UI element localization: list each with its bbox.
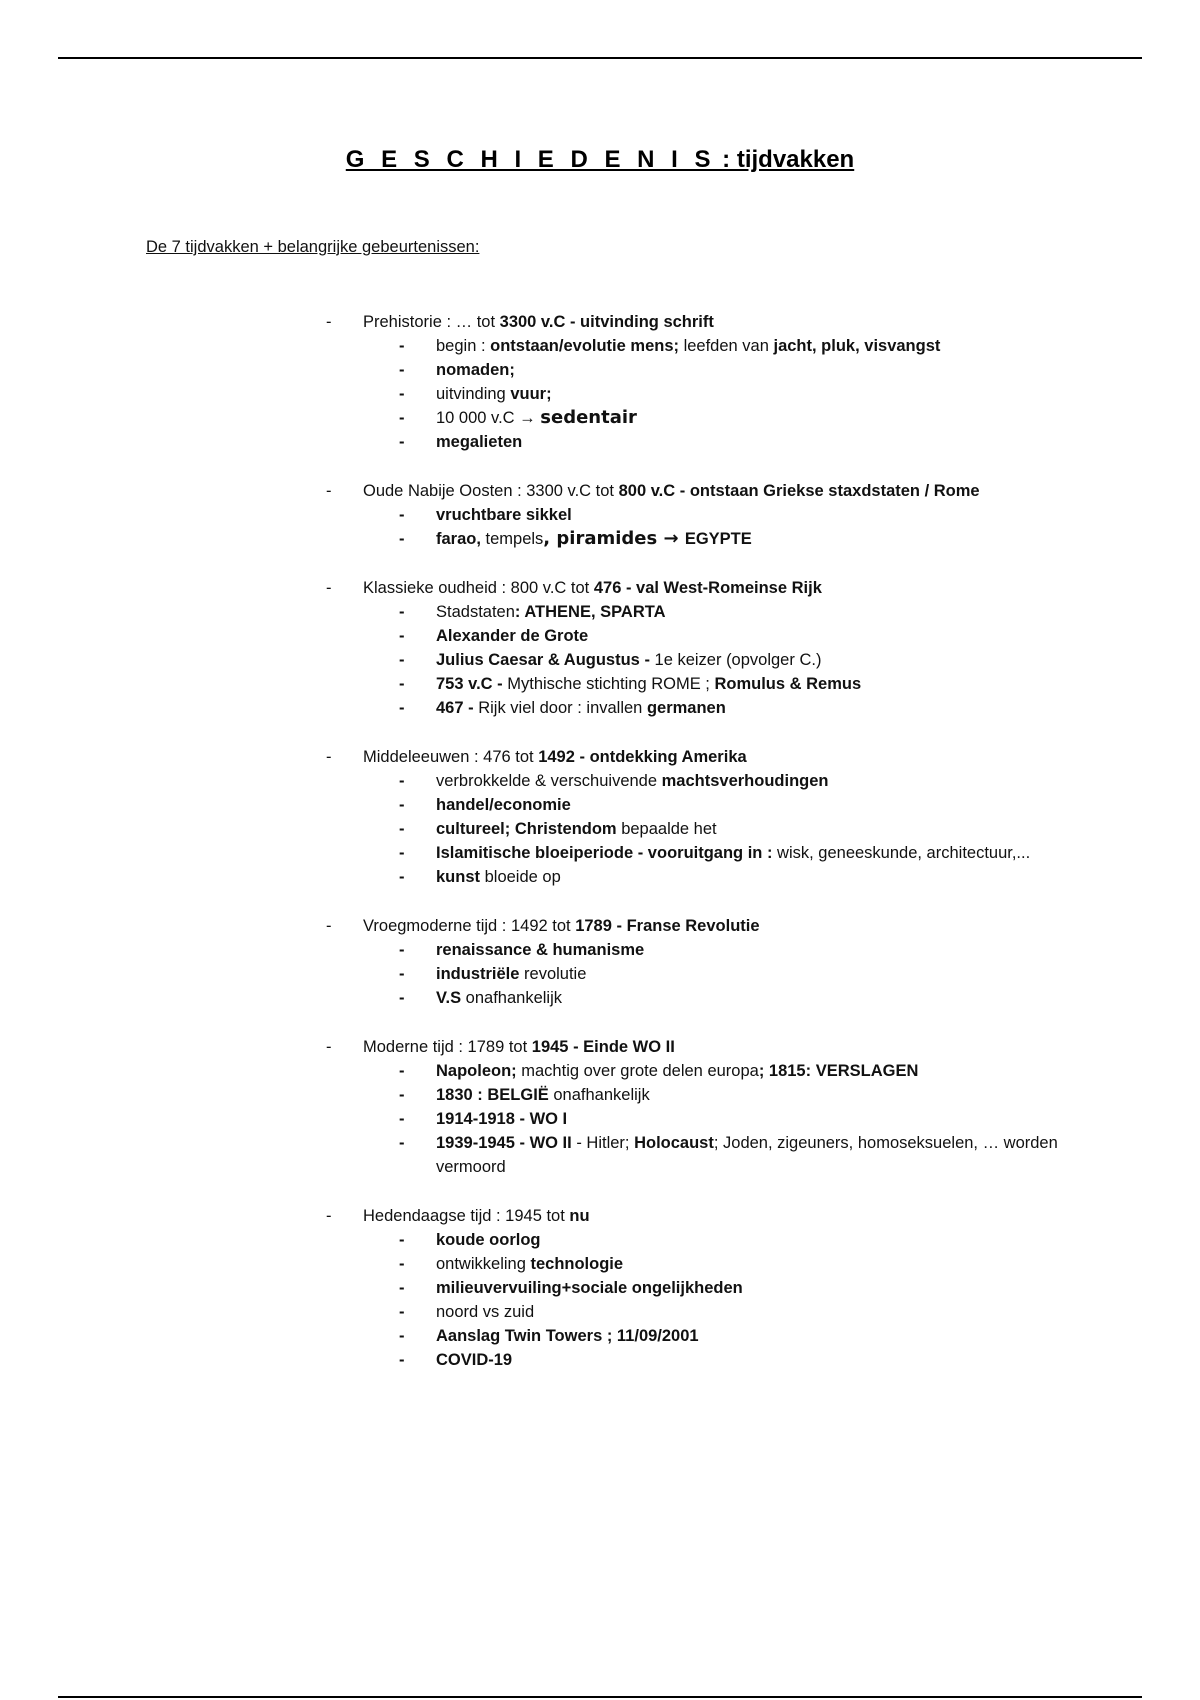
text-run: verbrokkelde & verschuivende — [436, 772, 662, 790]
bullet-marker: - — [399, 772, 405, 790]
text-run: nomaden; — [436, 361, 515, 379]
event-item — [0, 1300, 1200, 1324]
text-run: Vroegmoderne tijd : 1492 tot — [363, 917, 576, 935]
text-run: 1830 : BELGIË — [436, 1086, 549, 1104]
event-item — [0, 406, 1200, 430]
bullet-marker: - — [399, 409, 405, 427]
bullet-marker: - — [399, 651, 405, 669]
text-run: machtsverhoudingen — [661, 772, 829, 790]
event-item — [0, 1228, 1200, 1252]
period-block — [0, 914, 1200, 1010]
text-run: Hedendaagse tijd : 1945 tot — [363, 1207, 570, 1225]
text-run: begin : — [436, 337, 491, 355]
bullet-marker: - — [399, 1231, 405, 1249]
period-block — [0, 1035, 1200, 1179]
page-title — [0, 146, 1200, 174]
text-run: jacht, pluk, visvangst — [773, 337, 941, 355]
bullet-marker: - — [399, 530, 405, 548]
bullet-marker: - — [399, 337, 405, 355]
text-run: germanen — [646, 699, 726, 717]
text-run: - Hitler; — [571, 1134, 635, 1152]
event-item — [0, 841, 1200, 865]
text-run: sedentair — [540, 407, 637, 428]
bullet-marker: - — [399, 506, 405, 524]
text-run: COVID-19 — [436, 1351, 513, 1369]
event-item — [0, 624, 1200, 648]
event-item — [0, 986, 1200, 1010]
text-run: nu — [569, 1207, 590, 1225]
bullet-marker: - — [399, 385, 405, 403]
text-run: leefden van — [679, 337, 774, 355]
text-run: Napoleon; — [436, 1062, 517, 1080]
text-run: tempels — [480, 530, 544, 548]
text-run: Julius Caesar & Augustus - — [436, 651, 655, 669]
text-run: renaissance & humanisme — [436, 941, 645, 959]
text-run: ; Joden, zigeuners, homoseksuelen, … worden vermoord — [436, 1134, 1058, 1176]
text-run: Middeleeuwen : 476 tot — [363, 748, 539, 766]
bullet-marker: - — [399, 1351, 405, 1369]
text-run: V.S — [436, 989, 462, 1007]
bottom-rule — [58, 1696, 1142, 1698]
event-list — [0, 503, 1200, 551]
bullet-marker: - — [399, 1327, 405, 1345]
text-run: 467 - — [436, 699, 479, 717]
text-run: megalieten — [436, 433, 523, 451]
text-run: vruchtbare sikkel — [436, 506, 572, 524]
text-run: vuur; — [510, 385, 552, 403]
text-run: Romulus & Remus — [714, 675, 862, 693]
period-block — [0, 310, 1200, 454]
period-block — [0, 745, 1200, 889]
text-run: onafhankelijk — [548, 1086, 650, 1104]
bullet-marker: - — [399, 1086, 405, 1104]
text-run: machtig over grote delen europa — [516, 1062, 759, 1080]
event-item — [0, 1252, 1200, 1276]
text-run: onafhankelijk — [461, 989, 562, 1007]
event-list — [0, 938, 1200, 1010]
text-run: Islamitische bloeiperiode - vooruitgang in : — [436, 844, 778, 862]
period-heading — [0, 1035, 1200, 1059]
text-run: cultureel; Christendom — [436, 820, 617, 838]
period-heading — [0, 1204, 1200, 1228]
top-rule — [58, 57, 1142, 59]
text-run: Stadstaten — [436, 603, 515, 621]
text-run: 800 v.C - ontstaan Griekse staxdstaten / Rome — [618, 482, 980, 500]
text-run: → — [519, 409, 541, 427]
event-item — [0, 769, 1200, 793]
text-run: , piramides → — [543, 528, 685, 549]
dash-marker: - — [326, 313, 332, 331]
dash-marker: - — [326, 1038, 332, 1056]
bullet-marker: - — [399, 603, 405, 621]
event-item — [0, 503, 1200, 527]
section-subtitle: De 7 tijdvakken + belangrijke gebeurtenissen: — [146, 238, 480, 256]
period-heading — [0, 310, 1200, 334]
bullet-marker: - — [399, 675, 405, 693]
period-heading — [0, 479, 1200, 503]
event-item — [0, 430, 1200, 454]
bullet-marker: - — [399, 433, 405, 451]
text-run: 1492 - ontdekking Amerika — [538, 748, 747, 766]
text-run: : ATHENE, SPARTA — [514, 603, 666, 621]
event-item — [0, 1107, 1200, 1131]
event-item — [0, 1324, 1200, 1348]
event-list — [0, 1059, 1200, 1179]
text-run: handel/economie — [436, 796, 571, 814]
bullet-marker: - — [399, 1303, 405, 1321]
page-title-main: G E S C H I E D E N I S — [345, 146, 716, 173]
event-item — [0, 938, 1200, 962]
bullet-marker: - — [399, 989, 405, 1007]
bullet-marker: - — [399, 1062, 405, 1080]
text-run: Mythische stichting ROME ; — [507, 675, 715, 693]
text-run: bloeide op — [480, 868, 561, 886]
event-item — [0, 793, 1200, 817]
bullet-marker: - — [399, 965, 405, 983]
event-list — [0, 769, 1200, 889]
text-run: 753 v.C - — [436, 675, 508, 693]
bullet-marker: - — [399, 361, 405, 379]
text-run: ; 1815: VERSLAGEN — [758, 1062, 919, 1080]
text-run: Oude Nabije Oosten : 3300 v.C tot — [363, 482, 619, 500]
event-item — [0, 600, 1200, 624]
text-run: Alexander de Grote — [436, 627, 589, 645]
text-run: 1914-1918 - WO I — [436, 1110, 568, 1128]
text-run: technologie — [530, 1255, 624, 1273]
bullet-marker: - — [399, 941, 405, 959]
bullet-marker: - — [399, 1255, 405, 1273]
event-list — [0, 334, 1200, 454]
period-heading — [0, 745, 1200, 769]
text-run: noord vs zuid — [436, 1303, 535, 1321]
event-item — [0, 1059, 1200, 1083]
event-item — [0, 1276, 1200, 1300]
bullet-marker: - — [399, 1134, 405, 1152]
text-run: Aanslag Twin Towers ; 11/09/2001 — [436, 1327, 699, 1345]
event-item — [0, 696, 1200, 720]
bullet-marker: - — [399, 868, 405, 886]
text-run: Prehistorie : … tot — [363, 313, 500, 331]
text-run: EGYPTE — [684, 530, 752, 548]
event-item — [0, 1348, 1200, 1372]
event-item — [0, 358, 1200, 382]
event-item — [0, 527, 1200, 551]
period-block — [0, 1204, 1200, 1372]
period-block — [0, 576, 1200, 720]
bullet-marker: - — [399, 627, 405, 645]
text-run: 1789 - Franse Revolutie — [575, 917, 760, 935]
period-heading — [0, 576, 1200, 600]
event-item — [0, 1131, 1200, 1179]
text-run: 3300 v.C - uitvinding schrift — [499, 313, 714, 331]
event-item — [0, 962, 1200, 986]
text-run: uitvinding — [436, 385, 511, 403]
dash-marker: - — [326, 482, 332, 500]
bullet-marker: - — [399, 1110, 405, 1128]
text-run: 1939-1945 - WO II — [436, 1134, 572, 1152]
event-item — [0, 648, 1200, 672]
text-run: ontstaan/evolutie mens; — [490, 337, 679, 355]
text-run: Moderne tijd : 1789 tot — [363, 1038, 532, 1056]
period-list — [0, 310, 1200, 1397]
dash-marker: - — [326, 1207, 332, 1225]
text-run: ontwikkeling — [436, 1255, 531, 1273]
event-item — [0, 817, 1200, 841]
bullet-marker: - — [399, 844, 405, 862]
bullet-marker: - — [399, 820, 405, 838]
period-heading — [0, 914, 1200, 938]
event-item — [0, 1083, 1200, 1107]
text-run: Rijk viel door : invallen — [478, 699, 647, 717]
text-run: bepaalde het — [616, 820, 717, 838]
text-run: milieuvervuiling+sociale ongelijkheden — [436, 1279, 743, 1297]
event-list — [0, 600, 1200, 720]
event-item — [0, 382, 1200, 406]
event-item — [0, 865, 1200, 889]
event-list — [0, 1228, 1200, 1372]
text-run: wisk, geneeskunde, architectuur,... — [777, 844, 1031, 862]
text-run: kunst — [436, 868, 481, 886]
text-run: 10 000 v.C — [436, 409, 520, 427]
period-block — [0, 479, 1200, 551]
text-run: farao, — [436, 530, 481, 548]
text-run: revolutie — [519, 965, 587, 983]
text-run: Klassieke oudheid : 800 v.C tot — [363, 579, 594, 597]
text-run: 1e keizer (opvolger C.) — [654, 651, 822, 669]
event-item — [0, 672, 1200, 696]
event-item — [0, 334, 1200, 358]
dash-marker: - — [326, 579, 332, 597]
text-run: 1945 - Einde WO II — [531, 1038, 675, 1056]
bullet-marker: - — [399, 796, 405, 814]
dash-marker: - — [326, 917, 332, 935]
text-run: 476 - val West-Romeinse Rijk — [593, 579, 822, 597]
text-run: industriële — [436, 965, 520, 983]
dash-marker: - — [326, 748, 332, 766]
text-run: Holocaust — [634, 1134, 714, 1152]
bullet-marker: - — [399, 699, 405, 717]
bullet-marker: - — [399, 1279, 405, 1297]
page-title-rest: : tijdvakken — [715, 146, 855, 173]
text-run: koude oorlog — [436, 1231, 541, 1249]
